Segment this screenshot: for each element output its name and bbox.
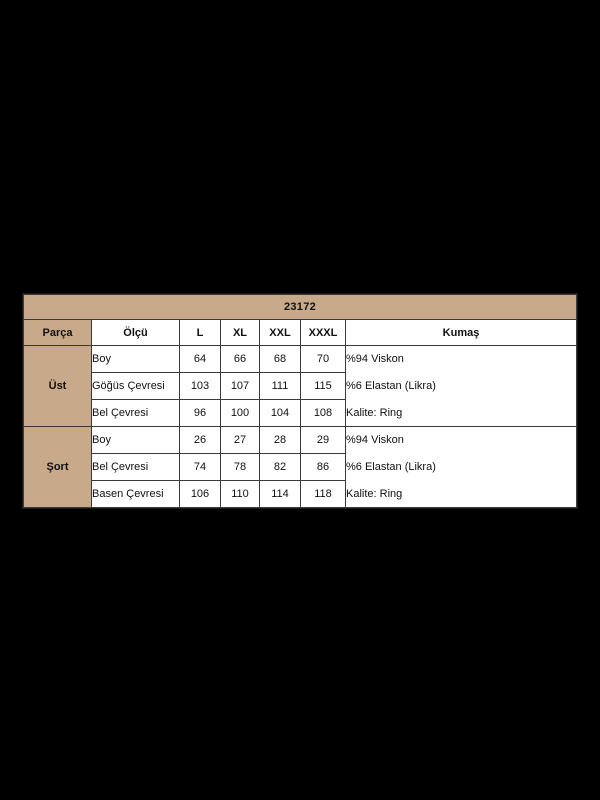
measure-label: Göğüs Çevresi: [92, 373, 180, 400]
measure-value: 66: [221, 346, 260, 373]
measure-value: 106: [180, 481, 221, 508]
measure-value: 110: [221, 481, 260, 508]
measure-value: 115: [301, 373, 346, 400]
measure-value: 86: [301, 454, 346, 481]
measure-value: 96: [180, 400, 221, 427]
measure-value: 28: [260, 427, 301, 454]
measure-value: 78: [221, 454, 260, 481]
table-row: [24, 400, 577, 427]
table-row: [24, 481, 577, 508]
header-measure: Ölçü: [92, 320, 180, 346]
measure-value: 104: [260, 400, 301, 427]
table-row: [24, 427, 577, 454]
fabric-line: %94 Viskon: [346, 427, 577, 454]
product-code-title: 23172: [24, 295, 577, 320]
measure-value: 64: [180, 346, 221, 373]
measure-value: 103: [180, 373, 221, 400]
measure-label: Boy: [92, 427, 180, 454]
measure-label: Boy: [92, 346, 180, 373]
measure-value: 82: [260, 454, 301, 481]
measure-label: Basen Çevresi: [92, 481, 180, 508]
header-size-l: L: [180, 320, 221, 346]
group-label-sort: Şort: [24, 427, 92, 508]
group-label-ust: Üst: [24, 346, 92, 427]
header-size-xl: XL: [221, 320, 260, 346]
measure-value: 111: [260, 373, 301, 400]
measure-value: 26: [180, 427, 221, 454]
size-chart-table: [23, 294, 577, 508]
table-row: [24, 373, 577, 400]
header-fabric: Kumaş: [346, 320, 577, 346]
header-size-xxxl: XXXL: [301, 320, 346, 346]
measure-value: 107: [221, 373, 260, 400]
size-chart-container: [22, 293, 578, 509]
fabric-line: %94 Viskon: [346, 346, 577, 373]
fabric-line: %6 Elastan (Likra): [346, 454, 577, 481]
fabric-line: Kalite: Ring: [346, 481, 577, 508]
table-row: [24, 454, 577, 481]
measure-value: 114: [260, 481, 301, 508]
table-header-row: [24, 320, 577, 346]
measure-value: 74: [180, 454, 221, 481]
header-part: Parça: [24, 320, 92, 346]
measure-value: 118: [301, 481, 346, 508]
table-title-row: [24, 295, 577, 320]
measure-value: 108: [301, 400, 346, 427]
measure-value: 70: [301, 346, 346, 373]
measure-label: Bel Çevresi: [92, 400, 180, 427]
measure-value: 27: [221, 427, 260, 454]
measure-value: 29: [301, 427, 346, 454]
table-row: [24, 346, 577, 373]
measure-label: Bel Çevresi: [92, 454, 180, 481]
measure-value: 68: [260, 346, 301, 373]
fabric-line: %6 Elastan (Likra): [346, 373, 577, 400]
header-size-xxl: XXL: [260, 320, 301, 346]
measure-value: 100: [221, 400, 260, 427]
fabric-line: Kalite: Ring: [346, 400, 577, 427]
